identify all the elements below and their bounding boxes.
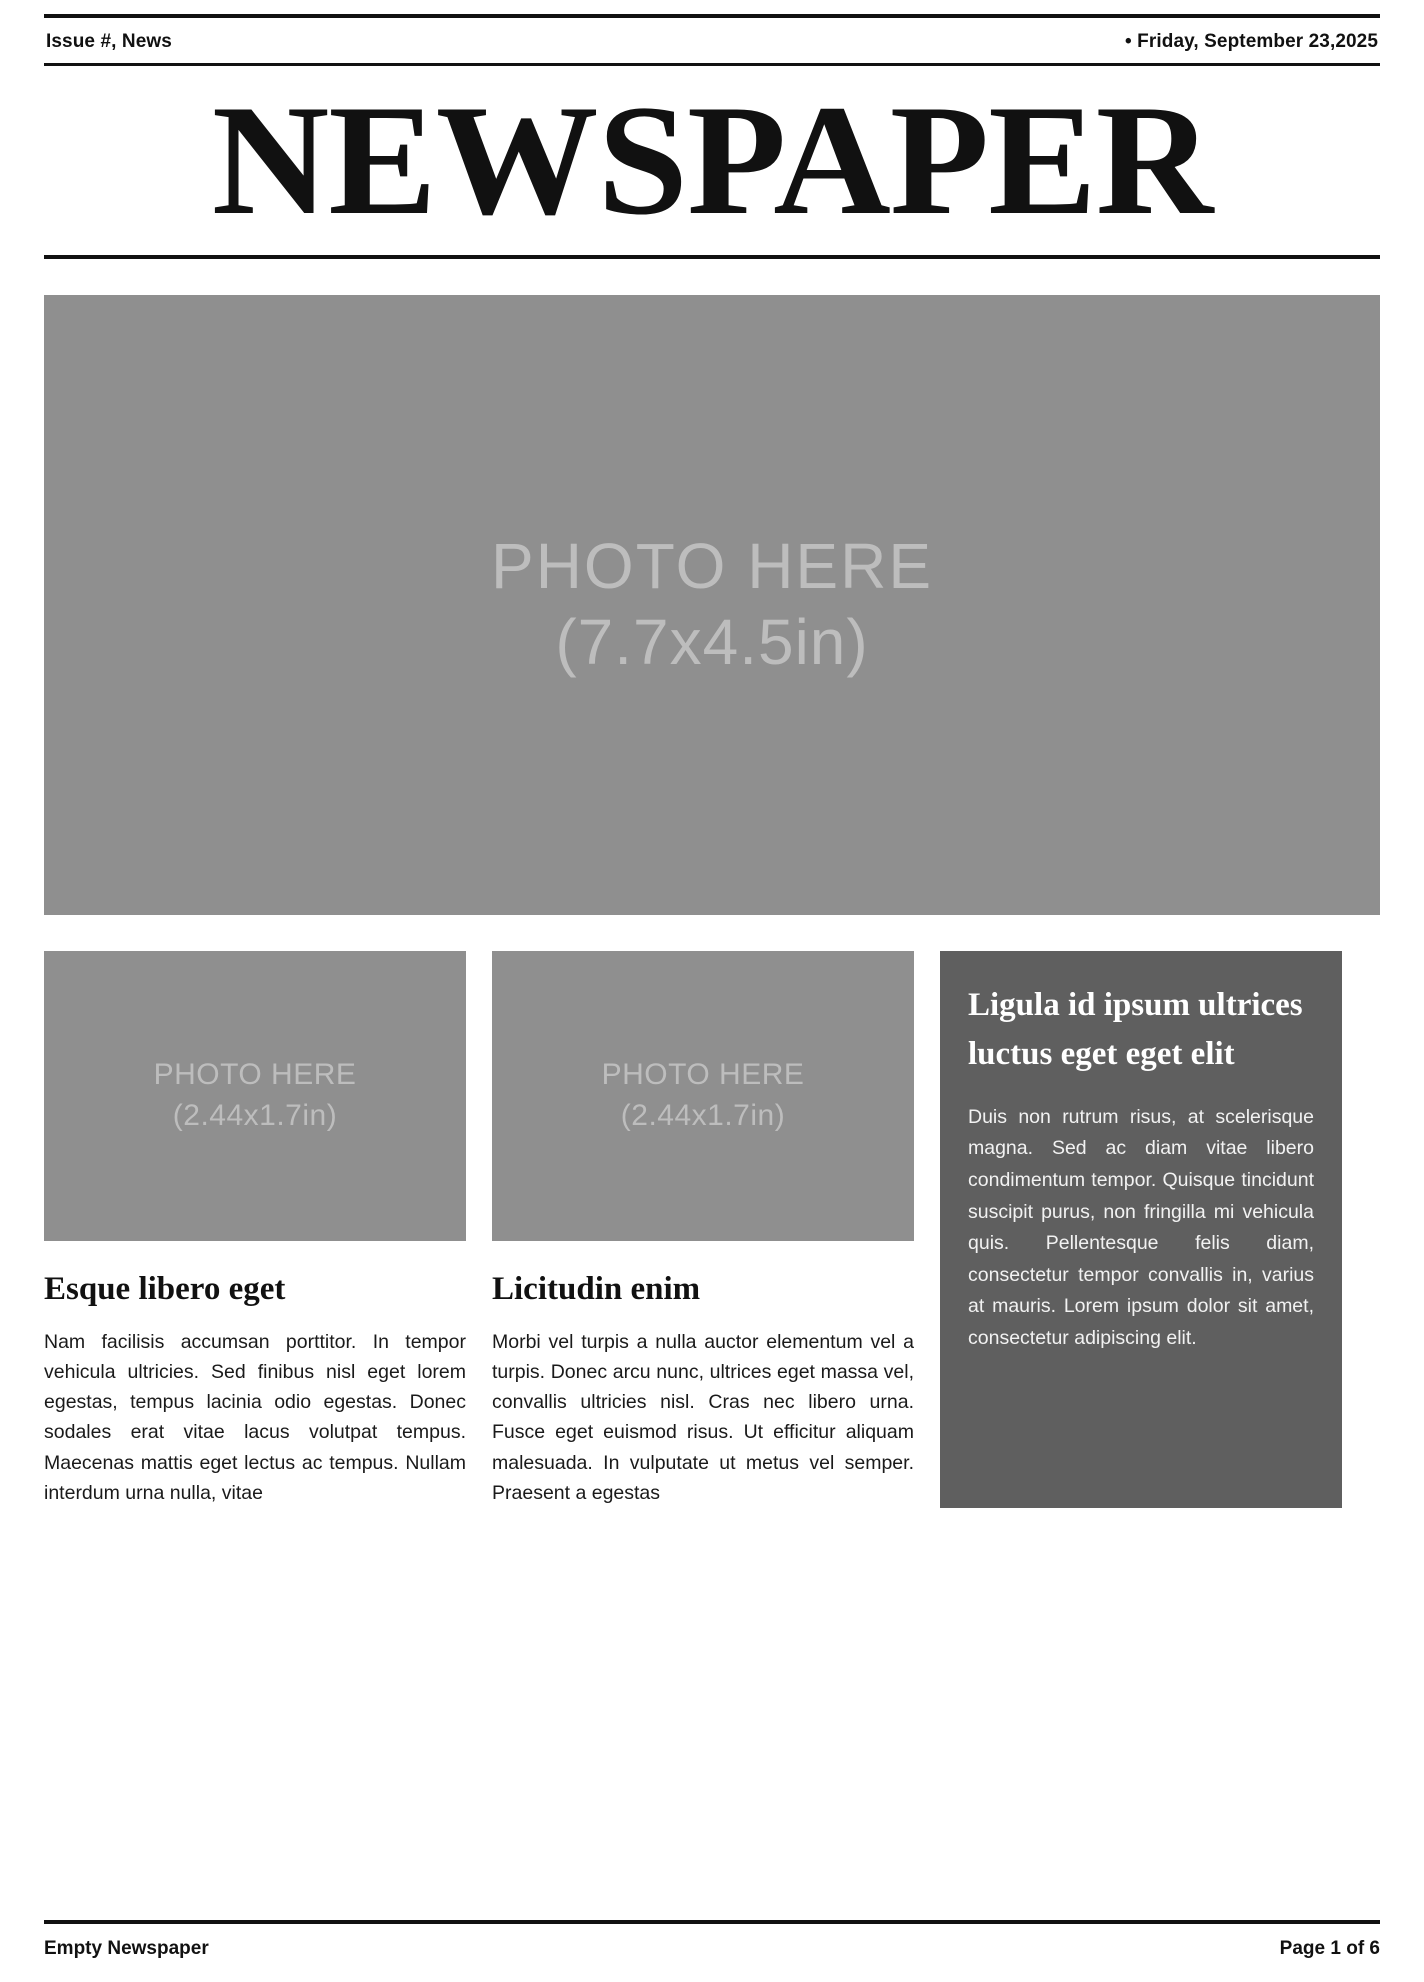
- footer-page-number: Page 1 of 6: [1279, 1938, 1380, 1959]
- issue-date: • Friday, September 23,2025: [1125, 31, 1378, 52]
- footer-publication-name: Empty Newspaper: [44, 1938, 209, 1959]
- article-headline: Esque libero eget: [44, 1270, 286, 1307]
- sidebar-body: Duis non rutrum risus, at scelerisque magna. Sed ac diam vitae libero condimentum tempor. Quisque tincidunt suscipit purus, non fringilla mi vehicula quis. Pellentesque felis diam, consectetur tempor convallis in, varius at mauris. Lorem ipsum dolor sit amet, consectetur adipiscing elit.: [968, 1105, 1314, 1349]
- article-columns: [44, 951, 1380, 1508]
- masthead-bottom-divider: [44, 255, 1380, 259]
- article-column-2: [492, 951, 914, 1508]
- issue-bar: [44, 18, 1380, 63]
- article-photo-label: PHOTO HERE: [601, 1058, 805, 1092]
- sidebar-article: [940, 951, 1342, 1508]
- hero-photo-dimensions: (7.7x4.5in): [555, 605, 869, 678]
- article-headline: Licitudin enim: [492, 1270, 701, 1307]
- article-photo-label: PHOTO HERE: [153, 1058, 357, 1092]
- hero-photo-label: PHOTO HERE: [491, 530, 933, 603]
- page-title: NEWSPAPER: [211, 73, 1213, 248]
- hero-photo-placeholder: [44, 295, 1380, 915]
- article-photo-dimensions: (2.44x1.7in): [172, 1098, 338, 1132]
- article-photo-placeholder: [44, 951, 466, 1241]
- issue-label: Issue #, News: [46, 31, 172, 52]
- page-footer: [44, 1920, 1380, 1960]
- sidebar-headline: Ligula id ipsum ultrices luctus eget eget elit: [968, 986, 1303, 1073]
- article-photo-dimensions: (2.44x1.7in): [620, 1098, 786, 1132]
- article-photo-placeholder: [492, 951, 914, 1241]
- newspaper-page: [0, 14, 1424, 1982]
- article-body: Morbi vel turpis a nulla auctor elementum vel a turpis. Donec arcu nunc, ultrices eget massa vel, convallis ultricies nisl. Cras nec libero urna. Fusce eget euismod risus. Ut efficitur aliquam malesuada. In vulputate ut metus vel semper. Praesent a egestas: [492, 1330, 914, 1504]
- article-body: Nam facilisis accumsan porttitor. In tempor vehicula ultricies. Sed finibus nisl eget lorem egestas, tempus lacinia odio egestas. Donec sodales erat vitae lacus volutpat tempus. Maecenas mattis eget lectus ac tempus. Nullam interdum urna nulla, vitae: [44, 1330, 466, 1504]
- article-column-1: [44, 951, 466, 1508]
